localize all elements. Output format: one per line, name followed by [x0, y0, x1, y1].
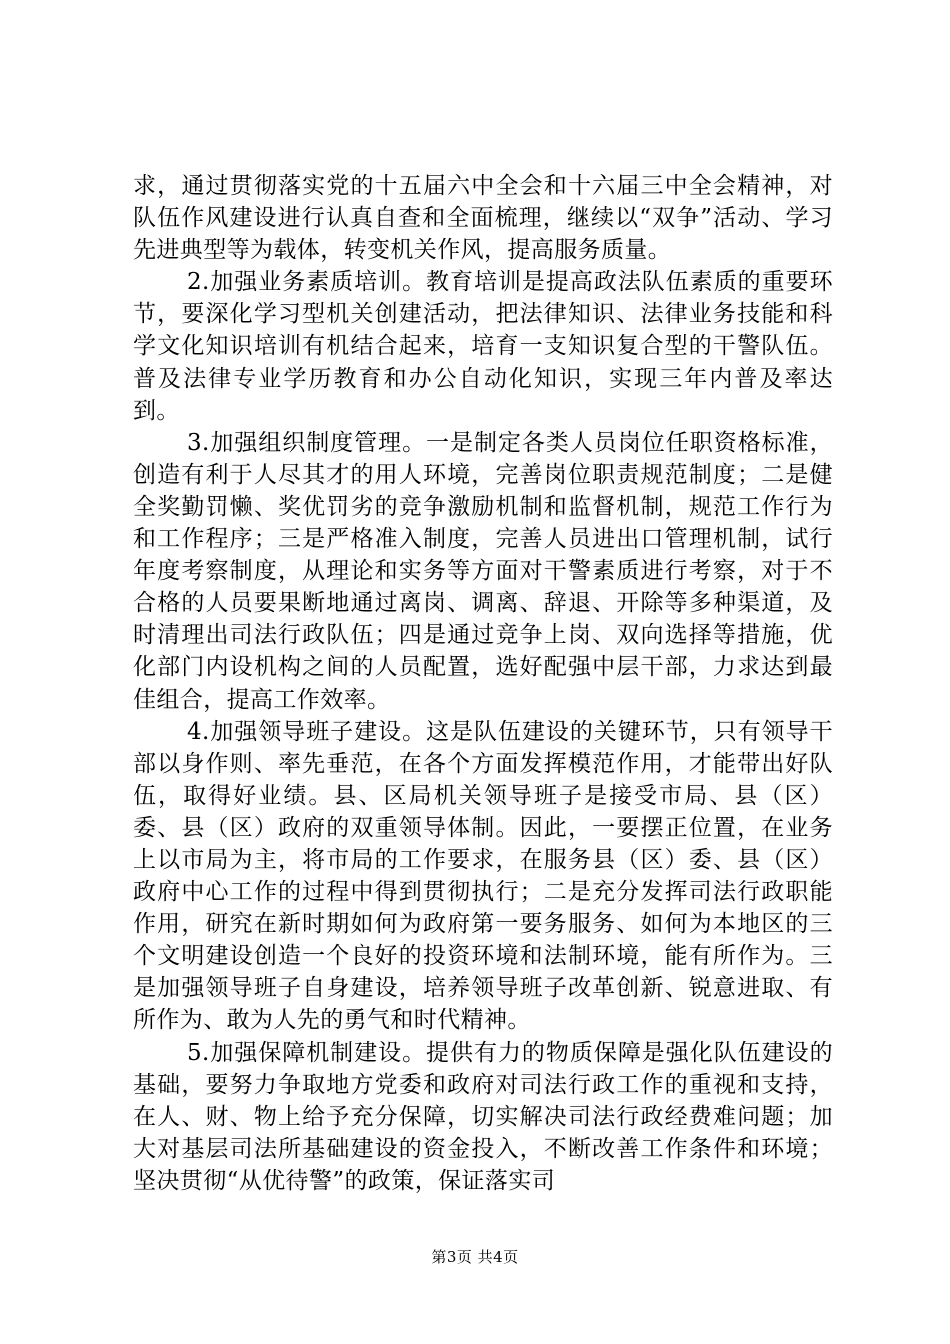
paragraph-item-4: 4.加强领导班子建设。这是队伍建设的关键环节，只有领导干部以身作则、率先垂范，在各个方面发挥模范作用，才能带出好队伍，取得好业绩。县、区局机关领导班子是接受市局、县（区）委、县（区）政府的双重领导体制。因此，一要摆正位置，在业务上以市局为主，将市局的工作要求，在服务县（区）委、县（区）政府中心工作的过程中得到贯彻执行；二是充分发挥司法行政职能作用，研究在新时期如何为政府第一要务服务、如何为本地区的三个文明建设创造一个良好的投资环境和法制环境，能有所作为。三是加强领导班子自身建设，培养领导班子改革创新、锐意进取、有所作为、敢为人先的勇气和时代精神。 — [133, 718, 833, 1034]
body-text — [133, 170, 833, 1197]
paragraph-continuation: 求，通过贯彻落实党的十五届六中全会和十六届三中全会精神，对队伍作风建设进行认真自查和全面梳理，继续以“双争”活动、学习先进典型等为载体，转变机关作风，提高服务质量。 — [133, 173, 833, 264]
paragraph-item-5: 5.加强保障机制建设。提供有力的物质保障是强化队伍建设的基础，要努力争取地方党委和政府对司法行政工作的重视和支持，在人、财、物上给予充分保障，切实解决司法行政经费难问题；加大对基层司法所基础建设的资金投入，不断改善工作条件和环境；坚决贯彻“从优待警”的政策，保证落实司 — [133, 1039, 833, 1194]
paragraph-item-2: 2.加强业务素质培训。教育培训是提高政法队伍素质的重要环节，要深化学习型机关创建活动，把法律知识、法律业务技能和科学文化知识培训有机结合起来，培育一支知识复合型的干警队伍。普及法律专业学历教育和办公自动化知识，实现三年内普及率达到。 — [133, 269, 833, 424]
paragraph-item-3: 3.加强组织制度管理。一是制定各类人员岗位任职资格标准，创造有利于人尽其才的用人环境，完善岗位职责规范制度；二是健全奖勤罚懒、奖优罚劣的竞争激励机制和监督机制，规范工作行为和工作程序；三是严格准入制度，完善人员进出口管理机制，试行年度考察制度，从理论和实务等方面对干警素质进行考察，对于不合格的人员要果断地通过离岗、调离、辞退、开除等多种渠道，及时清理出司法行政队伍；四是通过竞争上岗、双向选择等措施，优化部门内设机构之间的人员配置，选好配强中层干部，力求达到最佳组合，提高工作效率。 — [133, 429, 833, 713]
page-number-footer: 第3页 共4页 — [431, 1248, 519, 1266]
